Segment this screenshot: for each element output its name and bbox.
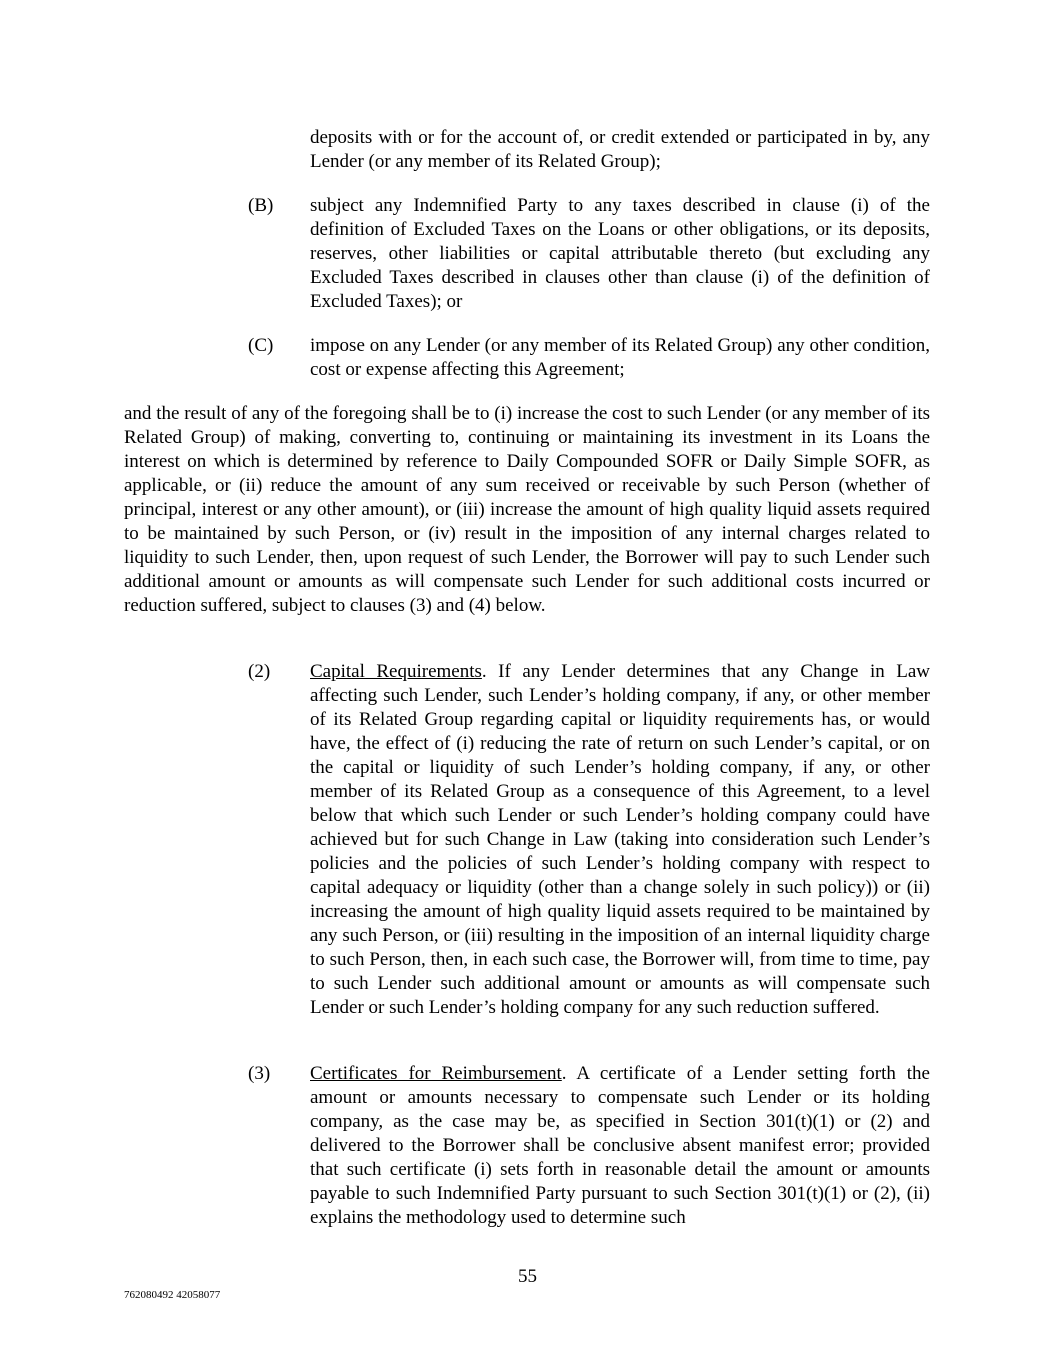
- document-id: 762080492 42058077: [124, 1289, 221, 1301]
- clause-c-text: impose on any Lender (or any member of its Related Group) any other condition, cost or expense affecting this Agreement;: [310, 335, 930, 380]
- section-2-body: . If any Lender determines that any Change in Law affecting such Lender, such Lender’s holding company, if any, or other member of its Related Group regarding capital or liquidity requirements has, or would have, the effect of (i) reducing the rate of return on such Lender’s capital, or on the capital or liquidity of such Lender’s holding company, if any, or other member of its Related Group as a consequence of this Agreement, to a level below that which such Lender or such Lender’s holding company could have achieved but for such Change in Law (taking into consideration such Lender’s policies and the policies of such Lender’s holding company with respect to capital adequacy or liquidity (other than a change solely in such policy)) or (ii) increasing the amount of high quality liquid assets required to be maintained by any such Person, or (iii) resulting in the imposition of an internal liquidity charge to such Person, then, in each such case, the Borrower will, from time to time, pay to such Lender such additional amount or amounts as will compensate such Lender or such Lender’s holding company for any such reduction suffered.: [310, 661, 931, 1018]
- clause-b-text: subject any Indemnified Party to any taxes described in clause (i) of the definition of Excluded Taxes on the Loans or other obligations, or its deposits, reserves, other liabilities or capital attributable thereto (but excluding any Excluded Taxes described in clauses other than clause (i) of the definition of Excluded Taxes); or: [310, 195, 930, 312]
- section-2-paragraph: [310, 660, 930, 1020]
- section-label-3: (3): [248, 1063, 271, 1084]
- page-number: 55: [518, 1266, 537, 1287]
- section-2-heading: Capital Requirements: [310, 661, 482, 682]
- clause-label-b: (B): [248, 195, 274, 216]
- section-3-heading: Certificates for Reimbursement: [310, 1063, 562, 1084]
- section-3-body: . A certificate of a Lender setting forth the amount or amounts necessary to compensate such Lender or its holding company, as the case may be, as specified in Section 301(t)(1) or (2) and delivered to the Borrower shall be conclusive absent manifest error; provided that such certificate (i) sets forth in reasonable detail the amount or amounts payable to such Indemnified Party pursuant to such Section 301(t)(1) or (2), (ii) explains the methodology used to determine such: [310, 1063, 930, 1228]
- section-label-2: (2): [248, 661, 271, 682]
- clause-label-c: (C): [248, 335, 274, 356]
- continuation-paragraph: deposits with or for the account of, or credit extended or participated in by, any Lender (or any member of its Related Group);: [310, 127, 930, 172]
- result-paragraph: and the result of any of the foregoing shall be to (i) increase the cost to such Lender (or any member of its Related Group) of making, converting to, continuing or maintaining its investment in its Loans the interest on which is determined by reference to Daily Compounded SOFR or Daily Simple SOFR, as applicable, or (ii) reduce the amount of any sum received or receivable by such Person (whether of principal, interest or any other amount), or (iii) increase the amount of high quality liquid assets required to be maintained by such Person, or (iv) result in the imposition of any internal charges related to liquidity to such Lender, then, upon request of such Lender, the Borrower will pay to such Lender such additional amount or amounts as will compensate such Lender for such additional costs incurred or reduction suffered, subject to clauses (3) and (4) below.: [124, 403, 930, 616]
- section-3-paragraph: [310, 1062, 930, 1230]
